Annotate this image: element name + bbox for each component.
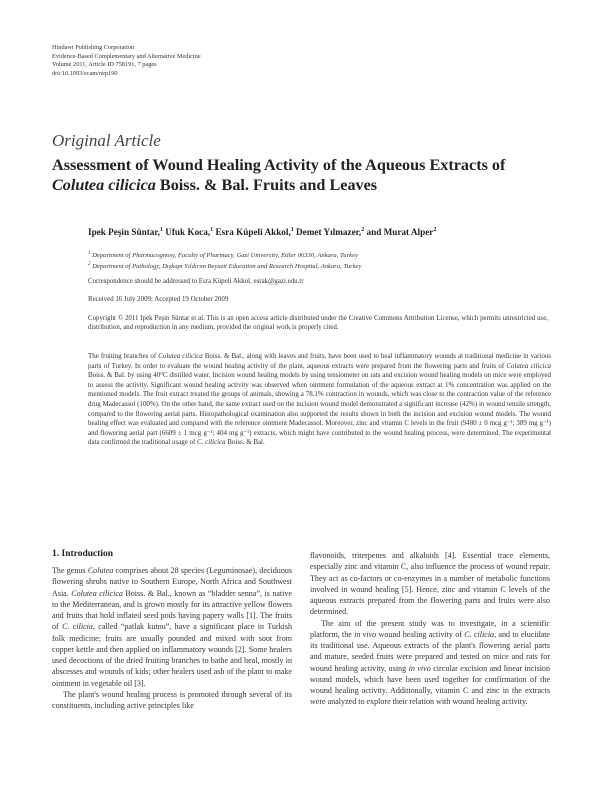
text-run: Boiss. & Bal., known as “bladder senna”, is native to the Mediterranean, and is grown mostly for its attractive yellow flowers and fruits that hold inflated seed pods having papery walls [1]. The fruits of [52,588,292,632]
correspondence: Correspondence should be addressed to Esra Küpeli Akkol, esrak@gazi.edu.tr [88,278,304,285]
author-affiliation-mark: 1 [210,227,214,233]
abstract-species: Colutea cilicica [506,361,551,370]
title-species: Colutea cilicica [52,176,156,194]
affiliation-number: 1 [88,251,91,256]
author-name: Esra Küpeli Akkol, [213,227,291,238]
text-run: , and to elucidate its traditional use. Aqueous extracts of the plant's flowering aerial parts and mature, seeded fruits were prepared and tested on mice and rats for wound healing activity, using [310,629,550,673]
author-name: and Murat Alper [364,227,434,238]
text-run: , called “patlak kutnu”, have a significant place in Turkish folk medicine; fruits are usually pounded and mixed with soot from copper kettle and then applied on inflammatory wounds [2]. Some healers used decoctions of the dried fruiting branches to bathe and heal, mostly in abscesses and wounds of kids; other healers used ash of the plant to make ointment in vegetable oil [3]. [52,622,292,688]
author-list [88,227,436,237]
affiliation-1 [88,251,358,259]
paragraph: flavonoids, triterpenes and alkaloids [4]. Essential trace elements, especially zinc and vitamin C, also influence the process of wound repair. They act as co-factors or co-enzymes in a number of metabolic functions involved in wound healing [5]. Hence, zinc and vitamin C levels of the aqueous extracts prepared from the flowering parts and fruits were also determined. [310,551,550,617]
body-column-left [52,565,292,711]
species-name: C. cilicia [464,629,495,639]
text-run: circular excision and linear incision wound models, which have been used together for confirmation of the wound healing activity. Additionally, vitamin C and zinc in the extracts were analyzed to explore their relation with wound healing activity. [310,663,550,707]
paragraph: The plant's wound healing process is promoted through several of its constituents, including active principles like [52,689,292,710]
text-run: comprises about 28 species (Leguminosae), deciduous flowering shrubs native to Southern Europe, North Africa and Southwest Asia. [52,566,292,598]
paragraph [310,618,550,708]
abstract [88,352,551,448]
abstract-text: Boiss. & Bal., along with leaves and fruits, have been used to heal inflammatory wounds at traditional medicine in various parts of Turkey. In order to evaluate the wound healing activity of the plant, aqueous extracts were prepared from the flowering parts and fruits of [88,352,551,370]
affiliation-2 [88,262,361,270]
author-name: Ufuk Koca, [162,227,211,238]
doi-line[interactable]: doi:10.1093/ecam/nep190 [52,69,118,77]
title-line-2 [52,175,552,195]
abstract-species: C. cilicica [197,438,226,447]
abstract-text: Boiss. & Bal. by using 40°C distilled water. Incision wound healing models by using tensiometer on rats and excision wound healing models on mice were employed to assess the activity. Significant wound healing activity was observed when ointment formulation of the aqueous extract at 1% concentration was applied on the mentioned models. The fruit extract treated the groups of animals, showing a 78.1% contraction in wounds, which was close to the contraction value of the reference drug Madecassol (100%). On the other hand, the same extract used on the incision wound model demonstrated a significant increase (42%) in wound tensile strength, compared to the flowering aerial parts. Histopathological examination also supported the results shown in both the incision and excision wound models. The wound healing effect was evaluated and compared with the reference ointment Madecassol. Moreover, zinc and vitamin C levels in the fruit (9480 ± 0 mcg g⁻¹; 389 mg g⁻¹) and flowering aerial part (6609 ± 1 mcg g⁻¹; 404 mg g⁻¹) extracts, which might have contributed to the wound healing process, were determined. The experimental data confirmed the traditional usage of [88,371,551,447]
species-name: C. cilicia [62,622,93,632]
species-name: Colutea cilicica [71,588,123,598]
title-line-1: Assessment of Wound Healing Activity of the Aqueous Extracts of [52,156,506,174]
paragraph [52,565,292,689]
publisher-line: Hindawi Publishing Corporation [52,44,135,51]
author-affiliation-mark: 1 [159,227,163,233]
latin-term: in vivo [408,663,431,673]
abstract-text: The fruiting branches of [88,352,159,360]
author-affiliation-mark: 2 [361,227,365,233]
abstract-text: Boiss. & Bal. [225,438,265,447]
received-dates: Received 16 July 2009; Accepted 19 October 2009 [88,296,229,303]
author-affiliation-mark: 1 [290,227,294,233]
affiliation-number: 2 [88,262,91,267]
latin-term: in vivo [354,629,377,639]
affiliation-text: Department of Pharmacognosy, Faculty of Pharmacy, Gazi University, Etiler 06330, Ankara, Turkey [92,252,358,260]
journal-header [52,44,201,78]
text-run: The genus [52,566,88,575]
section-heading-introduction: 1. Introduction [52,549,114,559]
article-type: Original Article [52,131,161,150]
author-name: Ipek Peşin Süntar, [88,227,160,238]
genus-name: Colutea [87,566,114,575]
journal-name-line: Evidence-Based Complementary and Alternative Medicine [52,52,201,60]
copyright-notice: Copyright © 2011 Ipek Peşin Süntar et al. This is an open access article distributed under the Creative Commons Attribution License, which permits unrestricted use, distribution, and reproduction in any medium, provided the original work is properly cited. [88,315,548,332]
author-name: Demet Yılmazer, [293,227,362,238]
text-run: wound healing activity of [376,629,465,639]
volume-line: Volume 2011, Article ID 758191, 7 pages [52,61,157,69]
paper-title [52,155,552,195]
text-run: The aim of the present study was to investigate, in a scientific platform, the [310,618,550,639]
author-affiliation-mark: 2 [433,227,437,233]
abstract-species: Colutea cilicica [158,352,203,360]
body-column-right [310,550,550,708]
title-line-2-rest: Boiss. & Bal. Fruits and Leaves [155,176,378,194]
affiliation-text: Department of Pathology, Dışkapı Yıldırım Beyazit Education and Research Hospital, Ankara, Turkey [92,263,362,271]
